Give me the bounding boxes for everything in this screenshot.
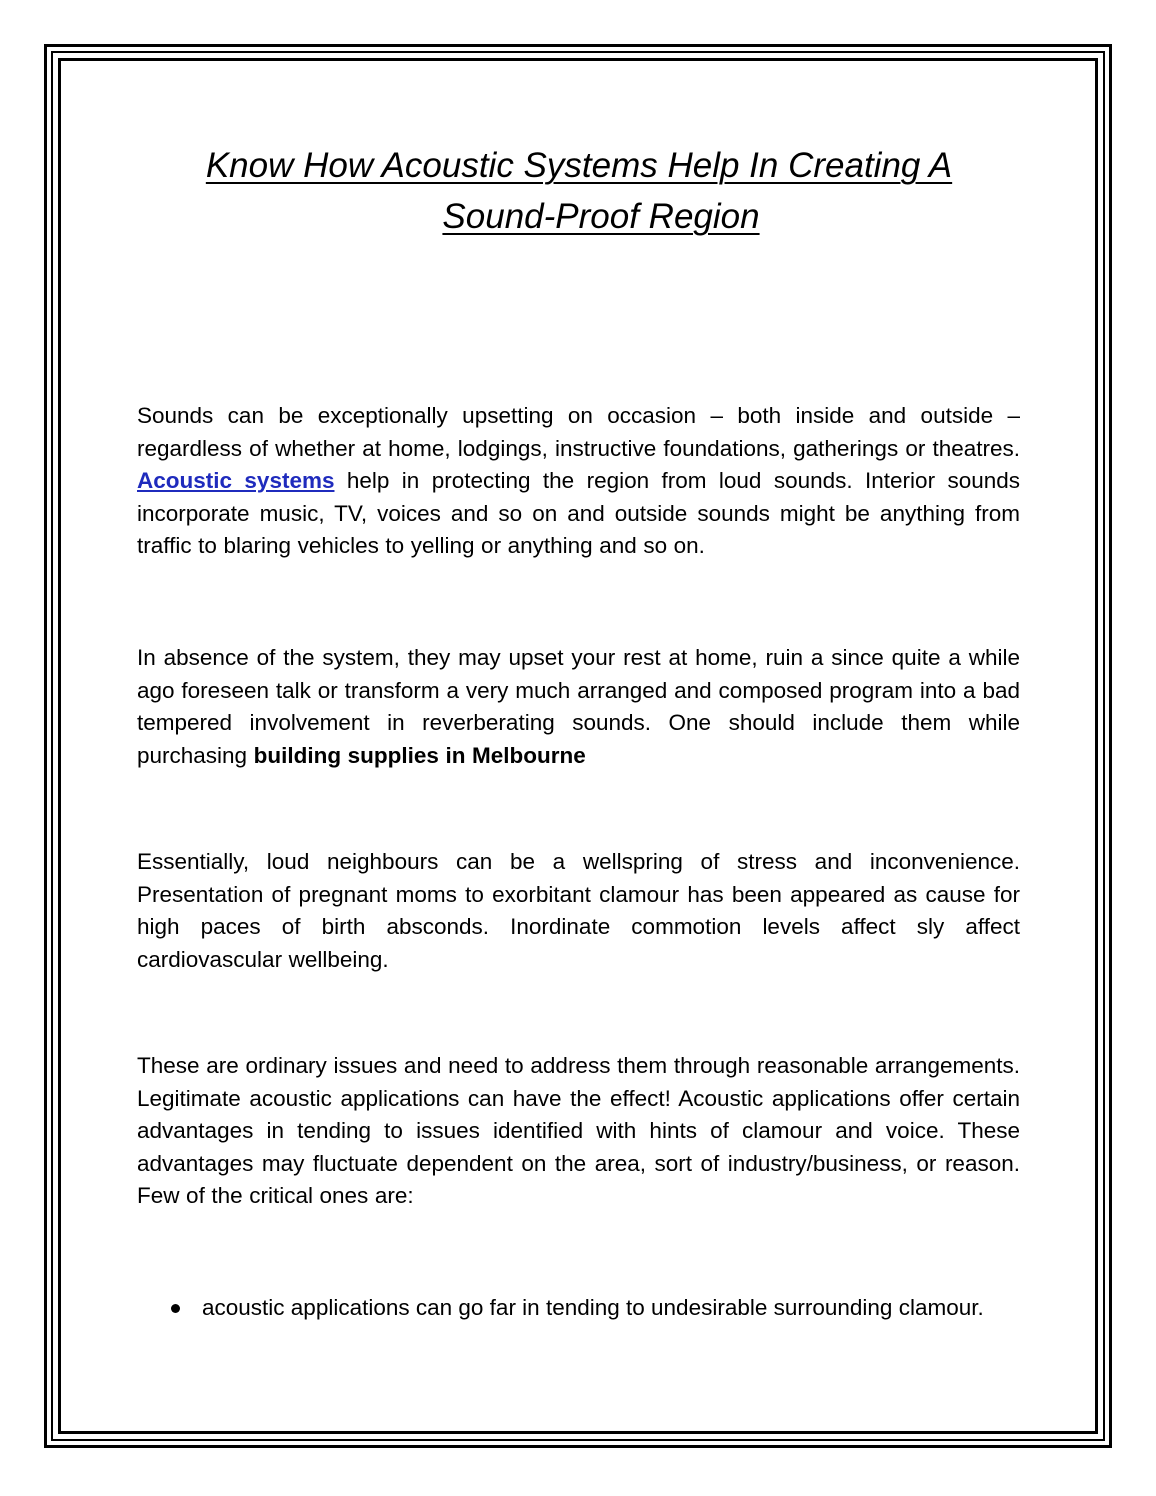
title-line-1: Know How Acoustic Systems Help In Creating A	[205, 146, 953, 185]
paragraph-2-text: In absence of the system, they may upset your rest at home, ruin a since quite a while ago foreseen talk or transform a very much arranged and composed program into a bad tempered involvement in reverberating sounds. One should include them while purchasing	[137, 645, 1020, 768]
bullet-icon	[171, 1304, 180, 1313]
paragraph-1-text-start: Sounds can be exceptionally upsetting on occasion – both inside and outside – regardless of whether at home, lodgings, instructive foundations, gatherings or theatres.	[137, 403, 1020, 461]
document-title	[138, 140, 1020, 242]
acoustic-systems-link[interactable]: Acoustic systems	[137, 468, 335, 494]
building-supplies-keyword: building supplies in Melbourne	[253, 742, 586, 768]
paragraph-1-text-end: help in protecting the region from loud sounds. Interior sounds incorporate music, TV, voices and so on and outside sounds might be anything from traffic to blaring vehicles to yelling or anything and so on.	[137, 468, 1021, 559]
title-line-2: Sound-Proof Region	[442, 197, 760, 236]
paragraph-1	[137, 400, 1020, 563]
paragraph-4: These are ordinary issues and need to address them through reasonable arrangements. Legitimate acoustic applications can have the effect! Acoustic applications offer certain advantages in tending to issues identified with hints of clamour and voice. These advantages may fluctuate dependent on the area, sort of industry/business, or reason. Few of the critical ones are:	[137, 1053, 1020, 1209]
list-item	[137, 1292, 1020, 1325]
list-item-text: acoustic applications can go far in tending to undesirable surrounding clamour.	[202, 1295, 984, 1320]
paragraph-3: Essentially, loud neighbours can be a wellspring of stress and inconvenience. Presentation of pregnant moms to exorbitant clamour has been appeared as cause for high paces of birth absconds. Inordinate commotion levels affect sly affect cardiovascular wellbeing.	[137, 849, 1020, 972]
paragraph-2	[137, 642, 1020, 772]
benefits-list	[137, 1292, 1020, 1325]
